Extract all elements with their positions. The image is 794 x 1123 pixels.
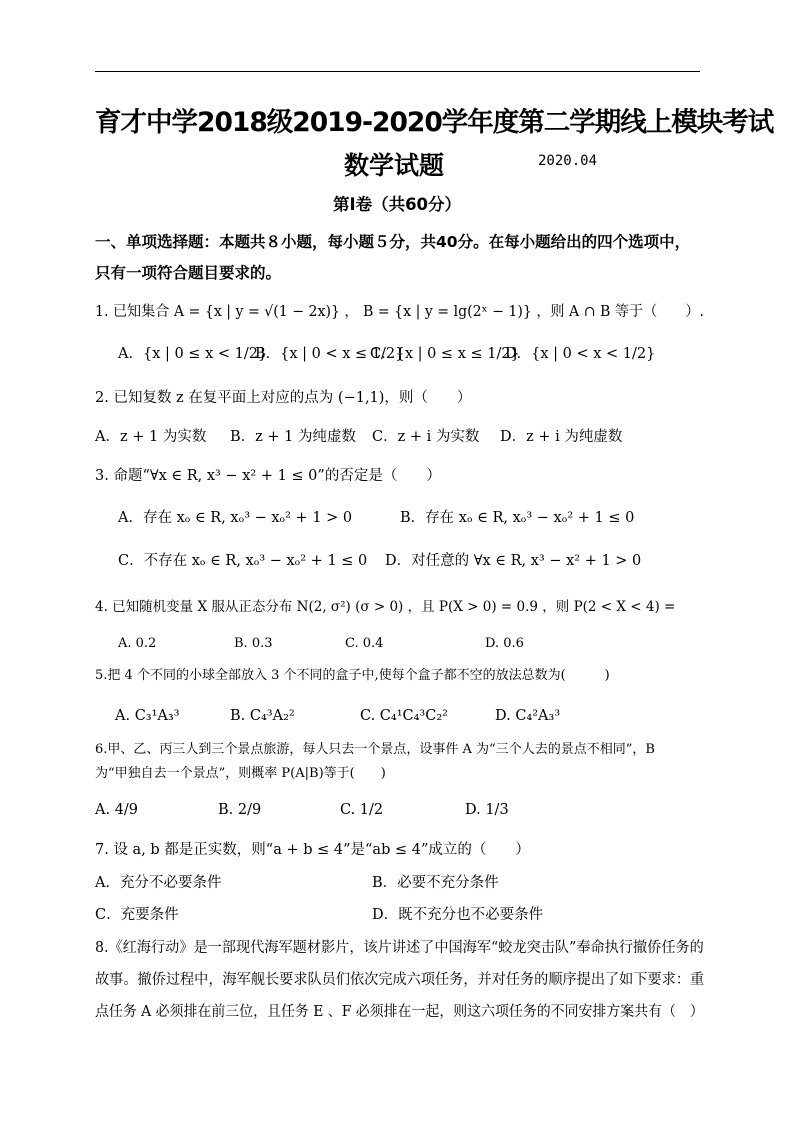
q4-option-d: D. 0.6 <box>485 636 524 651</box>
q4-option-a: A. 0.2 <box>118 636 157 651</box>
q1-option-a: A．{x | 0 ≤ x < 1/2} <box>118 346 268 362</box>
q7-option-d: D．既不充分也不必要条件 <box>372 907 544 923</box>
q2-option-d: D．z + i 为纯虚数 <box>500 429 623 445</box>
q7-stem: 7. 设 a, b 都是正实数，则“a + b ≤ 4”是“ab ≤ 4”成立的（ ） <box>95 842 530 858</box>
q6-option-b: B. 2/9 <box>218 802 262 818</box>
q6-stem-line2: 为“甲独自去一个景点”，则概率 P(A|B)等于( ) <box>95 766 386 781</box>
q5-option-c: C. C₄¹C₄³C₂² <box>360 708 448 724</box>
q1-option-d: D．{x | 0 < x < 1/2} <box>505 346 656 362</box>
q5-stem: 5.把 4 个不同的小球全部放入 3 个不同的盒子中,使每个盒子都不空的放法总数为( ) <box>95 668 610 683</box>
q4-stem: 4. 已知随机变量 X 服从正态分布 N(2, σ²) (σ > 0) ，且 P(X > 0) = 0.9 ，则 P(2 < X < 4) = <box>95 599 676 615</box>
header-rule <box>95 71 700 72</box>
q5-option-b: B. C₄³A₂² <box>230 708 295 724</box>
q7-option-a: A．充分不必要条件 <box>95 875 222 891</box>
q1-stem: 1. 已知集合 A = {x | y = √(1 − 2x)} ， B = {x | y = lg(2ˣ − 1)} ，则 A ∩ B 等于（ ）. <box>95 304 705 320</box>
q7-option-b: B．必要不充分条件 <box>372 875 499 891</box>
q4-option-c: C. 0.4 <box>345 636 384 651</box>
q1-option-b: B．{x | 0 < x ≤ 1/2} <box>255 346 405 362</box>
q6-option-c: C. 1/2 <box>340 802 384 818</box>
q8-stem-line3: 点任务 A 必须排在前三位，且任务 E 、F 必须排在一起，则这六项任务的不同安排方案共有（ ） <box>95 1004 704 1020</box>
q6-option-d: D. 1/3 <box>465 802 509 818</box>
section-heading-line1: 一、单项选择题：本题共８小题，每小题５分，共40分。在每小题给出的四个选项中， <box>95 233 691 251</box>
page-subtitle: 数学试题 <box>344 151 445 180</box>
q8-stem-line2: 故事。撤侨过程中，海军舰长要求队员们依次完成六项任务，并对任务的顺序提出了如下要求：重 <box>95 972 705 988</box>
q2-option-b: B．z + 1 为纯虚数 <box>230 429 356 445</box>
q3-option-d: D．对任意的 ∀x ∈ R, x³ − x² + 1 > 0 <box>385 553 642 569</box>
q3-stem: 3. 命题“∀x ∈ R, x³ − x² + 1 ≤ 0”的否定是（ ） <box>95 468 441 484</box>
q1-option-c: C．{x | 0 ≤ x ≤ 1/2} <box>370 346 520 362</box>
q7-option-c: C．充要条件 <box>95 907 179 923</box>
volume-heading: 第Ⅰ卷（共60分） <box>332 195 462 214</box>
q4-option-b: B. 0.3 <box>234 636 273 651</box>
q5-option-d: D. C₄²A₃³ <box>495 708 561 724</box>
page-title: 育才中学2018级2019-2020学年度第二学期线上模块考试 <box>95 107 774 138</box>
section-heading-line2: 只有一项符合题目要求的。 <box>95 264 282 282</box>
exam-date: 2020.04 <box>538 153 598 169</box>
q8-stem-line1: 8.《红海行动》是一部现代海军题材影片，该片讲述了中国海军“蛟龙突击队”奉命执行撤侨任务的 <box>95 940 704 956</box>
q3-option-b: B．存在 xₒ ∈ R, xₒ³ − xₒ² + 1 ≤ 0 <box>400 510 635 526</box>
q2-option-a: A．z + 1 为实数 <box>95 429 207 445</box>
q5-option-a: A. C₃¹A₃³ <box>115 708 180 724</box>
q6-option-a: A. 4/9 <box>95 802 139 818</box>
q6-stem-line1: 6.甲、乙、丙三人到三个景点旅游，每人只去一个景点，设事件 A 为“三个人去的景点不相同”，B <box>95 742 655 757</box>
q2-stem: 2. 已知复数 z 在复平面上对应的点为 (−1,1)，则（ ） <box>95 390 472 406</box>
q3-option-c: C．不存在 xₒ ∈ R, xₒ³ − xₒ² + 1 ≤ 0 <box>118 553 368 569</box>
q2-option-c: C．z + i 为实数 <box>372 429 480 445</box>
q3-option-a: A．存在 xₒ ∈ R, xₒ³ − xₒ² + 1 > 0 <box>118 510 353 526</box>
